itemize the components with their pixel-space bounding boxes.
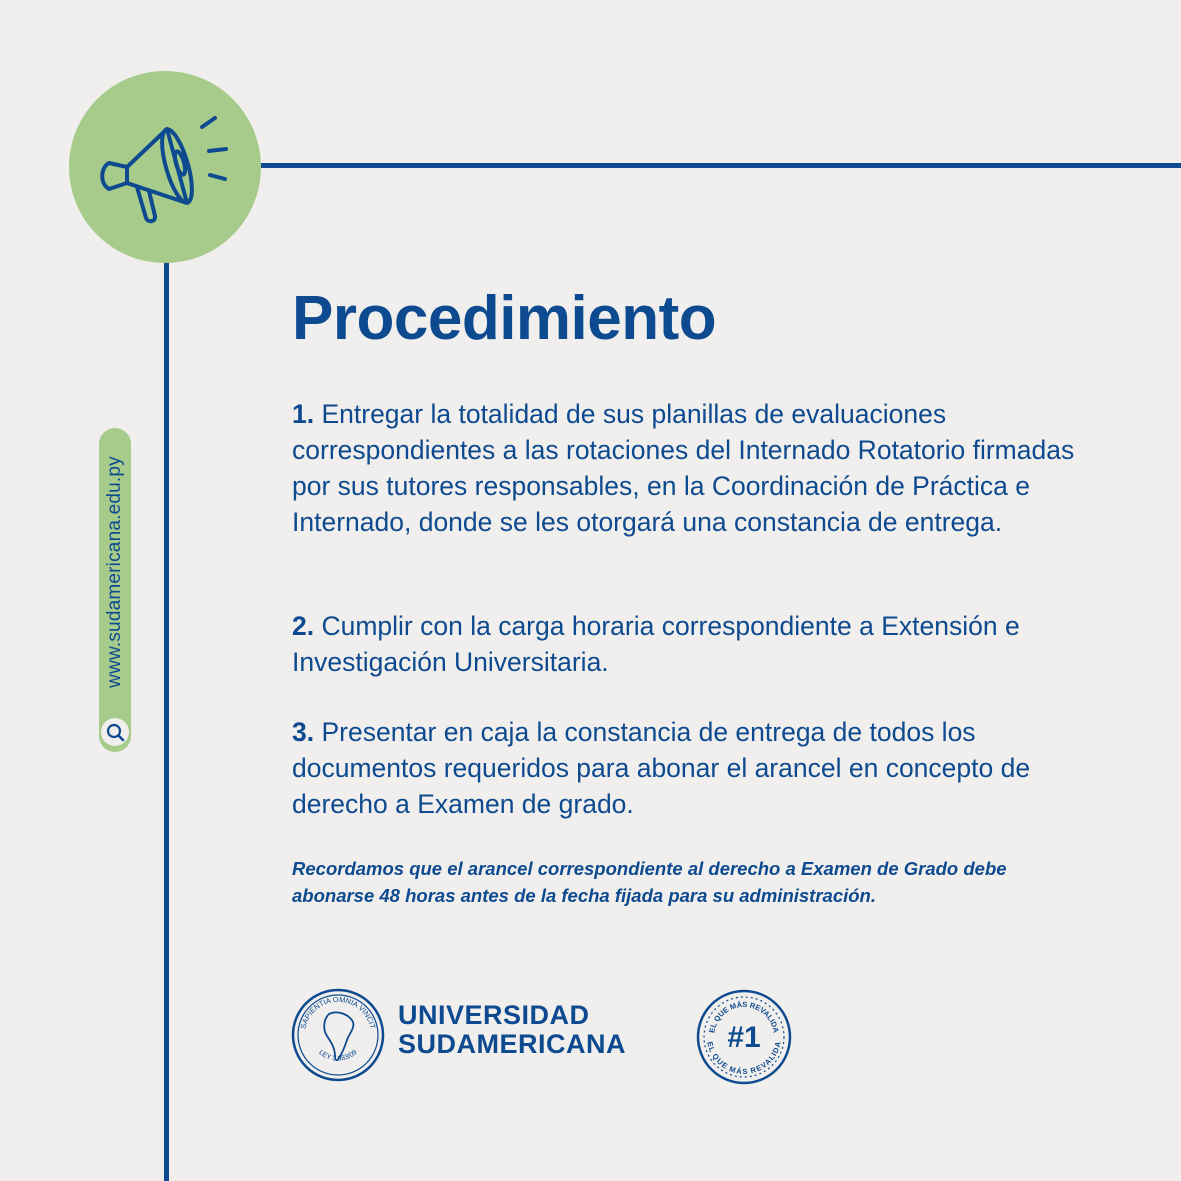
step-text: Entregar la totalidad de sus planillas de evaluaciones correspondientes a las rotaciones del Internado Rotatorio firmadas por sus tutores responsables, en la Coordinación de Práctica e Internado, donde se les otorgará una constancia de entrega. [292, 399, 1075, 537]
step-text: Presentar en caja la constancia de entrega de todos los documentos requeridos para abonar el arancel en concepto de derecho a Examen de grado. [292, 717, 1031, 819]
step-number: 1. [292, 399, 315, 429]
announcement-badge [69, 71, 261, 263]
step-number: 3. [292, 717, 315, 747]
step-number: 2. [292, 611, 315, 641]
svg-text:EL QUE MÁS REVALIDA: EL QUE MÁS REVALIDA [707, 999, 781, 1034]
procedure-step [292, 714, 1082, 822]
svg-text:EL QUE MÁS REVALIDA: EL QUE MÁS REVALIDA [705, 1040, 783, 1077]
megaphone-icon [69, 71, 261, 263]
procedure-step [292, 396, 1082, 540]
university-name-line1: UNIVERSIDAD [398, 1000, 590, 1030]
left-divider-line [164, 258, 169, 1181]
svg-text:LEY 3.883/09: LEY 3.883/09 [317, 1049, 359, 1063]
search-icon [101, 718, 129, 746]
university-name-line2: SUDAMERICANA [398, 1029, 626, 1059]
procedure-step [292, 608, 1082, 680]
reminder-note: Recordamos que el arancel correspondiente al derecho a Examen de Grado debe abonarse 48 horas antes de la fecha fijada para su administración. [292, 858, 1007, 906]
university-name [398, 1001, 626, 1059]
top-divider-line [258, 163, 1181, 168]
page-title: Procedimiento [292, 284, 717, 353]
university-seal [291, 988, 385, 1087]
badge-number: #1 [727, 1021, 761, 1054]
svg-text:SAPIENTIA OMNIA VINCIT: SAPIENTIA OMNIA VINCIT [298, 994, 378, 1030]
number-one-badge [696, 989, 792, 1090]
step-text: Cumplir con la carga horaria correspondiente a Extensión e Investigación Universitaria. [292, 611, 1020, 677]
website-url[interactable]: www.sudamericana.edu.py [104, 456, 125, 688]
